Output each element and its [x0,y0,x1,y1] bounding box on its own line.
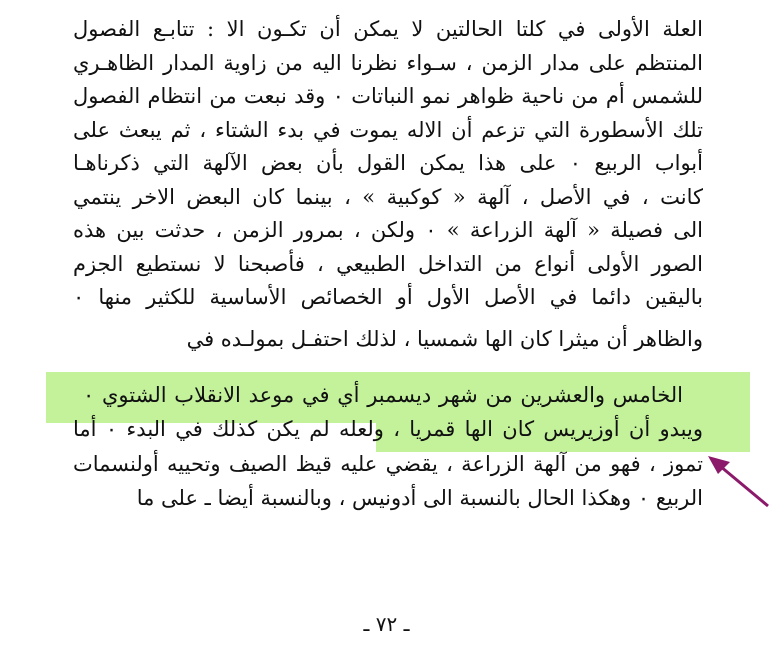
text-line-6: كانت ، في الأصل ، آلهة « كوكبية » ، بينما كان البعض الاخر ينتمي [73,185,703,209]
text-line-7: الى فصيلة « آلهة الزراعة » ٠ ولكن ، بمرور الزمن ، حدثت بين هذه [73,218,703,242]
text-line-10: والظاهر أن ميثرا كان الها شمسيا ، لذلك احتفـل بمولـده في [186,327,703,351]
annotation-arrow-icon [700,448,772,516]
text-line-12: ويبدو أن أوزيريس كان الها قمريا ، ولعله لم يكن كذلك في البدء ٠ أما [73,417,703,441]
text-line-2: المنتظم على مدار الزمن ، سـواء نظرنا اليه من زاوية المدار الظاهـري [73,51,703,75]
page-number: ـ ٧٢ ـ [363,612,410,636]
text-line-1: العلة الأولى في كلتا الحالتين لا يمكن أن تكـون الا : تتابـع الفصول [73,17,703,41]
text-line-13: تموز ، فهو من آلهة الزراعة ، يقضي عليه قيظ الصيف وتحييه أولنسمات [73,452,703,476]
text-line-14: الربيع ٠ وهكذا الحال بالنسبة الى أدونيس ، وبالنسبة أيضا ـ على ما [136,486,703,510]
text-line-5: أبواب الربيع ٠ على هذا يمكن القول بأن بعض الآلهة التي ذكرناهـا [73,151,703,175]
text-line-9: باليقين دائما في الأصل الأول أو الخصائص الأساسية للكثير منها ٠ [73,285,703,309]
text-line-8: الصور الأولى أنواع من التداخل الطبيعي ، فأصبحنا لا نستطيع الجزم [73,252,703,276]
text-line-4: تلك الأسطورة التي تزعم أن الاله يموت في بدء الشتاء ، ثم يبعث على [73,118,703,142]
text-line-3: للشمس أم من ناحية ظواهر نمو النباتات ٠ وقد نبعت من انتظام الفصول [73,84,703,108]
text-line-11: الخامس والعشرين من شهر ديسمبر أي في موعد الانقلاب الشتوي ٠ [83,383,683,407]
